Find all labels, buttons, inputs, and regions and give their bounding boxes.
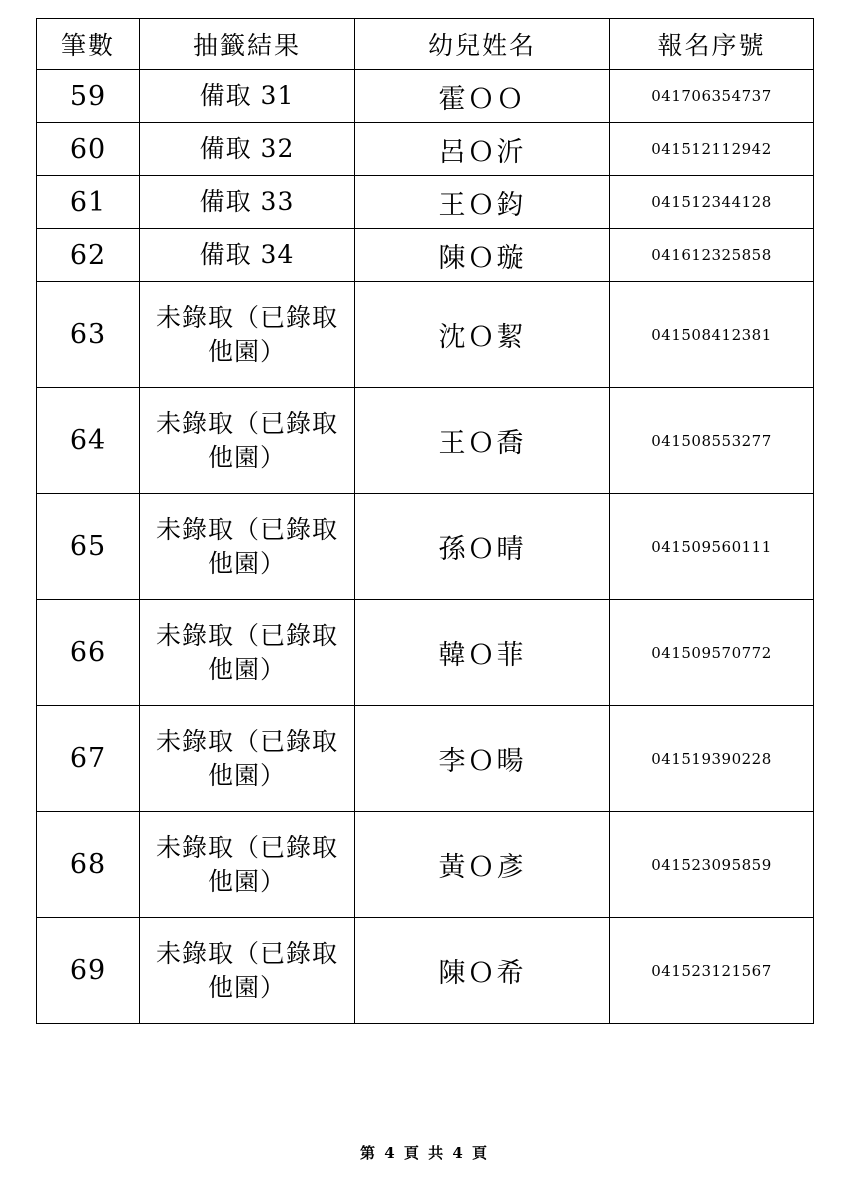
table-row <box>37 123 814 176</box>
cell-registration-number: 041512112942 <box>610 123 814 176</box>
cell-result: 未錄取（已錄取他園） <box>140 812 355 918</box>
cell-result: 備取 33 <box>140 176 355 229</box>
table-row <box>37 494 814 600</box>
cell-sequence: 69 <box>37 918 140 1024</box>
column-header-result: 抽籤結果 <box>140 19 355 70</box>
cell-registration-number: 041519390228 <box>610 706 814 812</box>
cell-sequence: 59 <box>37 70 140 123</box>
cell-sequence: 67 <box>37 706 140 812</box>
cell-child-name: 陳Ｏ希 <box>355 918 610 1024</box>
cell-registration-number: 041509570772 <box>610 600 814 706</box>
lottery-result-table <box>36 18 814 1024</box>
cell-registration-number: 041508412381 <box>610 282 814 388</box>
table-row <box>37 706 814 812</box>
cell-result: 未錄取（已錄取他園） <box>140 600 355 706</box>
cell-registration-number: 041523095859 <box>610 812 814 918</box>
cell-child-name: 孫Ｏ晴 <box>355 494 610 600</box>
cell-child-name: 陳Ｏ璇 <box>355 229 610 282</box>
cell-result: 備取 34 <box>140 229 355 282</box>
cell-result: 未錄取（已錄取他園） <box>140 494 355 600</box>
page-footer: 第 4 頁 共 4 頁 <box>360 1144 489 1162</box>
cell-child-name: 呂Ｏ沂 <box>355 123 610 176</box>
cell-result: 備取 32 <box>140 123 355 176</box>
cell-sequence: 63 <box>37 282 140 388</box>
cell-registration-number: 041512344128 <box>610 176 814 229</box>
column-header-registration-number: 報名序號 <box>610 19 814 70</box>
table-header <box>37 19 814 70</box>
table-row <box>37 388 814 494</box>
cell-child-name: 李Ｏ暘 <box>355 706 610 812</box>
column-header-child-name: 幼兒姓名 <box>355 19 610 70</box>
cell-child-name: 韓Ｏ菲 <box>355 600 610 706</box>
cell-result: 備取 31 <box>140 70 355 123</box>
table-row <box>37 918 814 1024</box>
cell-registration-number: 041612325858 <box>610 229 814 282</box>
column-header-sequence: 筆數 <box>37 19 140 70</box>
cell-child-name: 霍ＯＯ <box>355 70 610 123</box>
cell-registration-number: 041509560111 <box>610 494 814 600</box>
cell-result: 未錄取（已錄取他園） <box>140 388 355 494</box>
cell-sequence: 61 <box>37 176 140 229</box>
table-row <box>37 70 814 123</box>
cell-sequence: 64 <box>37 388 140 494</box>
cell-result: 未錄取（已錄取他園） <box>140 282 355 388</box>
table-row <box>37 600 814 706</box>
table-row <box>37 176 814 229</box>
cell-sequence: 68 <box>37 812 140 918</box>
cell-registration-number: 041706354737 <box>610 70 814 123</box>
cell-child-name: 黃Ｏ彥 <box>355 812 610 918</box>
table-row <box>37 812 814 918</box>
cell-sequence: 60 <box>37 123 140 176</box>
cell-sequence: 66 <box>37 600 140 706</box>
cell-child-name: 沈Ｏ絜 <box>355 282 610 388</box>
table-row <box>37 229 814 282</box>
cell-sequence: 65 <box>37 494 140 600</box>
cell-sequence: 62 <box>37 229 140 282</box>
cell-child-name: 王Ｏ喬 <box>355 388 610 494</box>
cell-child-name: 王Ｏ鈞 <box>355 176 610 229</box>
table-row <box>37 282 814 388</box>
cell-result: 未錄取（已錄取他園） <box>140 706 355 812</box>
table-header-row <box>37 19 814 70</box>
table-body <box>37 70 814 1024</box>
cell-result: 未錄取（已錄取他園） <box>140 918 355 1024</box>
cell-registration-number: 041508553277 <box>610 388 814 494</box>
cell-registration-number: 041523121567 <box>610 918 814 1024</box>
